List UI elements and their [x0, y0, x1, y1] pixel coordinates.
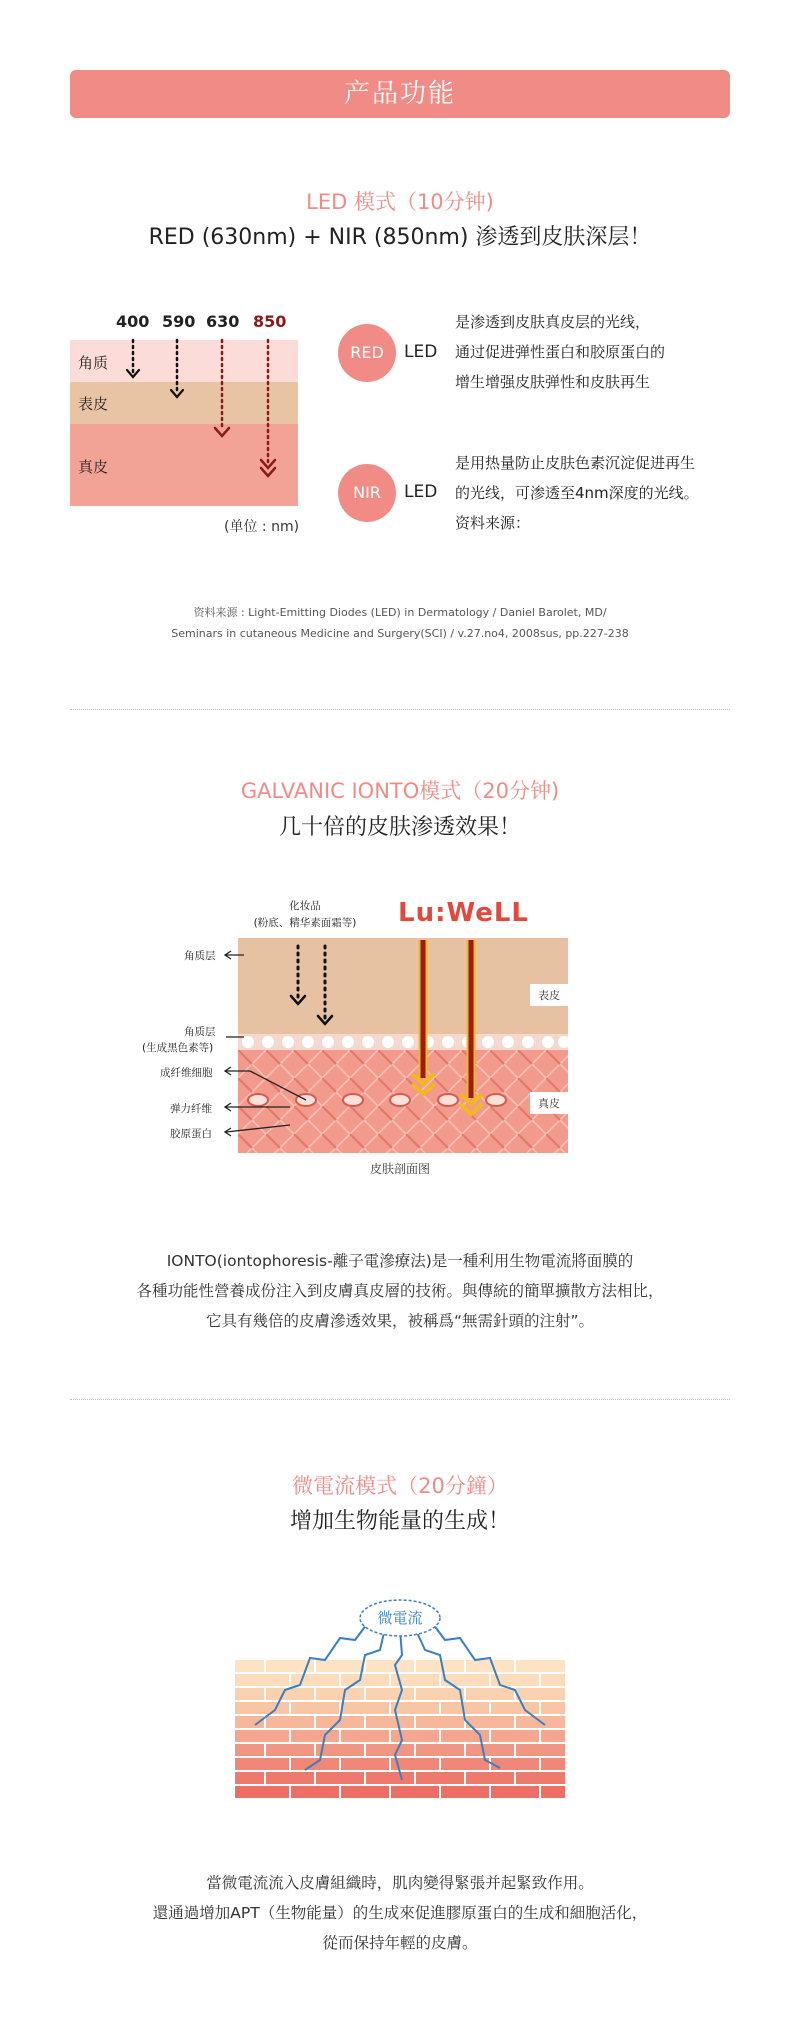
- label-stratum-corneum: 角质层: [184, 950, 216, 962]
- penetration-arrows: [70, 330, 310, 500]
- nir-desc-line-1: 是用热量防止皮肤色素沉淀促进再生: [455, 454, 696, 472]
- citation-line-2: Seminars in cutaneous Medicine and Surgery(SCI) / v.27.no4, 2008sus, pp.227-238: [171, 627, 629, 640]
- citation-line-1: 资料来源 : Light-Emitting Diodes (LED) in Dermatology / Daniel Barolet, MD/: [193, 606, 607, 619]
- wavelength-630: 630: [206, 312, 240, 331]
- label-stratum-basale: 角质层: [184, 1026, 216, 1038]
- galvanic-para-line-3: 它具有幾倍的皮膚滲透效果，被稱爲“無需針頭的注射”。: [205, 1312, 595, 1330]
- red-led-description: [455, 307, 665, 397]
- red-circle: RED: [338, 324, 396, 382]
- layer-label-stratum: 角质: [78, 354, 109, 372]
- cosmetic-label-line-1: 化妆品: [289, 900, 321, 912]
- microcurrent-mode-title: 微電流模式（20分鐘）: [292, 1474, 508, 1498]
- nir-led-word: LED: [404, 482, 438, 502]
- label-collagen: 胶原蛋白: [170, 1128, 212, 1140]
- brand-logo: Lu:WeLL: [398, 898, 529, 928]
- red-desc-line-1: 是渗透到皮肤真皮层的光线，: [455, 313, 651, 331]
- galvanic-para-line-1: IONTO(iontophoresis-離子電滲療法)是一種利用生物電流將面膜的: [166, 1252, 634, 1270]
- led-source-citation: [0, 602, 800, 644]
- cosmetic-label: [250, 898, 360, 932]
- red-desc-line-2: 通过促进弹性蛋白和胶原蛋白的: [455, 343, 666, 361]
- section-divider: [70, 1399, 730, 1400]
- galvanic-mode-subtitle: 几十倍的皮肤渗透效果！: [278, 815, 521, 840]
- wavelength-590: 590: [162, 312, 196, 331]
- nir-led-description: [455, 448, 699, 538]
- cosmetic-label-line-2: (粉底、精华素面霜等): [253, 917, 357, 929]
- tag-epidermis: 表皮: [530, 984, 568, 1006]
- section-divider: [70, 709, 730, 710]
- label-melanin: (生成黑色素等): [142, 1042, 214, 1054]
- galvanic-para-line-2: 各種功能性營養成份注入到皮膚真皮層的技術。與傳統的簡單擴散方法相比，: [136, 1282, 664, 1300]
- label-pointer-lines: [220, 940, 320, 1140]
- label-fibroblast: 成纤维细胞: [160, 1067, 213, 1079]
- microcurrent-mode-subtitle: 增加生物能量的生成！: [289, 1509, 510, 1534]
- wavelength-400: 400: [116, 312, 150, 331]
- section-banner: 产品功能: [70, 70, 730, 118]
- label-elastin: 弹力纤维: [170, 1103, 212, 1115]
- unit-label: (单位 : nm): [224, 519, 300, 535]
- nir-desc-line-3: 资料来源：: [455, 514, 531, 532]
- micro-para-line-2: 還通過增加APT（生物能量）的生成來促進膠原蛋白的生成和細胞活化，: [152, 1904, 648, 1922]
- layer-label-dermis: 真皮: [78, 458, 109, 476]
- micro-para-line-3: 從而保持年輕的皮膚。: [322, 1934, 478, 1952]
- nir-desc-line-2: 的光线，可渗透至4nm深度的光线。: [455, 484, 699, 502]
- nir-circle: NIR: [338, 464, 396, 522]
- red-desc-line-3: 增生增强皮肤弹性和皮肤再生: [455, 373, 651, 391]
- wavelength-850: 850: [253, 312, 287, 331]
- red-led-word: LED: [404, 342, 438, 362]
- led-mode-title: LED 模式（10分钟): [306, 190, 494, 214]
- layer-label-epidermis: 表皮: [78, 395, 109, 413]
- microcurrent-description: [0, 1868, 800, 1958]
- led-mode-subtitle: RED (630nm) + NIR (850nm) 渗透到皮肤深层！: [148, 225, 652, 250]
- tag-dermis: 真皮: [530, 1092, 568, 1114]
- galvanic-description: [0, 1246, 800, 1336]
- diagram-caption: 皮肤剖面图: [369, 1162, 430, 1176]
- microcurrent-bubble: 微電流: [377, 1609, 423, 1627]
- galvanic-mode-title: GALVANIC IONTO模式（20分钟): [240, 779, 560, 803]
- micro-para-line-1: 當微電流流入皮膚組織時，肌肉變得緊張并起緊致作用。: [206, 1874, 594, 1892]
